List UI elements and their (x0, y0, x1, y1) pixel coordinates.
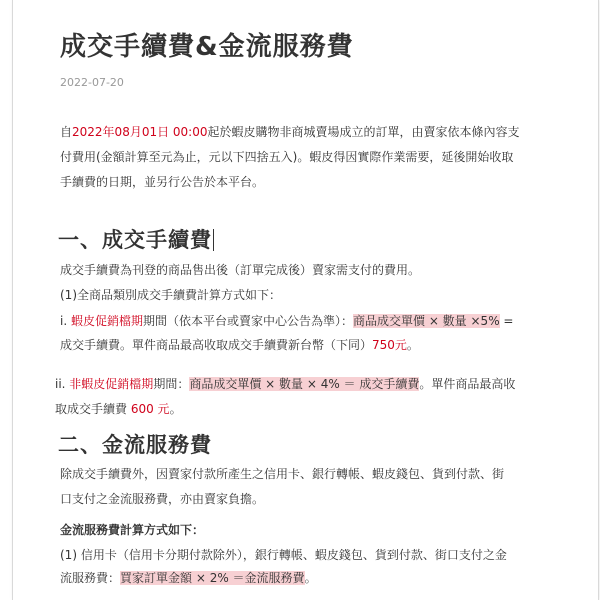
item-i-mid: 期間（依本平台或賣家中心公告為準）： (142, 314, 353, 328)
item-ii-end: 。單件商品最高收 (419, 377, 516, 391)
intro-pre: 自 (60, 125, 73, 139)
section2-calc-heading: 金流服務費計算方式如下： (60, 523, 205, 537)
section2-heading: 二、金流服務費 (58, 433, 212, 457)
item-i-line1 (60, 311, 513, 331)
intro-line2: 付費用(金額計算至元為止，元以下四捨五入)。蝦皮得因實際作業需要，延後開始收取 (60, 150, 514, 164)
section2-desc-line2: 口支付之金流服務費，亦由賣家負擔。 (60, 492, 265, 506)
item-i-line2-end: 。 (406, 338, 419, 352)
item-ii-formula: 商品成交單價 × 數量 × 4% ＝ 成交手續費 (189, 377, 420, 391)
section2-item1-pre: 流服務費： (60, 571, 121, 585)
intro-paragraph (60, 120, 580, 195)
item-i-prefix: i. (60, 314, 71, 328)
section1-heading (58, 224, 214, 254)
item-ii-prefix: ii. (55, 377, 70, 391)
section1-subheading: (1)全商品類別成交手續費計算方式如下： (60, 288, 281, 302)
item-ii-term: 非蝦皮促銷檔期 (69, 377, 154, 391)
section2-item1-line1: (1) 信用卡（信用卡分期付款除外），銀行轉帳、蝦皮錢包、貨到付款、街口支付之金 (60, 548, 507, 562)
section2-item1-end: 。 (304, 571, 317, 585)
item-ii-mid: 期間： (153, 377, 190, 391)
item-ii-line2-end: 。 (169, 402, 182, 416)
effective-date: 2022年08月01日 00:00 (72, 125, 208, 139)
section2-item1-formula: 買家訂單金額 × 2% ＝金流服務費 (120, 571, 305, 585)
item-ii-line2-pre: 取成交手續費 (55, 402, 131, 416)
item-ii-amount: 600 元 (130, 402, 170, 416)
intro-line1: 起於蝦皮購物非商城賣場成立的訂單，由賣家依本條內容支 (207, 125, 520, 139)
item-i-end: = (499, 314, 514, 328)
item-ii-line1 (55, 374, 515, 394)
page-title: 成交手續費&金流服務費 (60, 32, 354, 62)
section2-item1-line2 (60, 568, 317, 588)
text-cursor (213, 229, 214, 251)
item-i-line2-pre: 成交手續費。單件商品最高收取成交手續費新台幣（下同） (60, 338, 373, 352)
item-i-term: 蝦皮促銷檔期 (70, 314, 143, 328)
item-i-line2 (60, 335, 419, 355)
item-i-amount: 750元 (372, 338, 407, 352)
section1-desc: 成交手續費為刊登的商品售出後（訂單完成後）賣家需支付的費用。 (60, 263, 421, 277)
section2-desc-line1: 除成交手續費外，因賣家付款所產生之信用卡、銀行轉帳、蝦皮錢包、貨到付款、街 (60, 467, 505, 481)
intro-line3: 手續費的日期，並另行公告於本平台。 (60, 175, 265, 189)
item-i-formula: 商品成交單價 × 數量 ×5% (353, 314, 500, 328)
section1-heading-text: 一、成交手續費 (58, 228, 212, 252)
publish-date: 2022-07-20 (60, 76, 124, 89)
item-ii-line2 (55, 399, 182, 419)
